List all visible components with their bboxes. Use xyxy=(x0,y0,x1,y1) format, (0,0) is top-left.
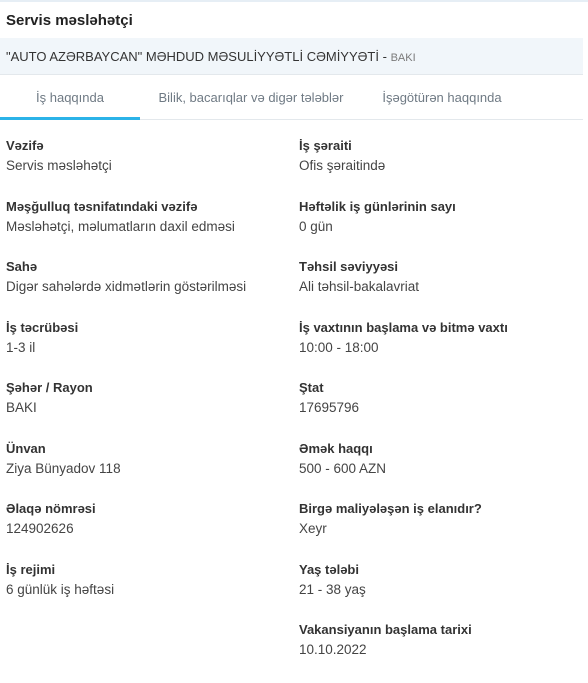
field-value: 1-3 il xyxy=(6,339,36,355)
field-position xyxy=(6,138,276,199)
field-work-schedule xyxy=(6,562,276,623)
details-right-column xyxy=(299,138,579,683)
field-label: Əmək haqqı xyxy=(299,440,373,456)
field-value: Servis məsləhətçi xyxy=(6,158,112,173)
field-staff-id xyxy=(299,380,579,441)
field-label: Təhsil səviyyəsi xyxy=(299,259,399,274)
field-label: İş vaxtının başlama və bitmə vaxtı xyxy=(299,319,508,335)
field-label: Yaş tələbi xyxy=(299,561,359,577)
field-value: Ofis şəraitində xyxy=(299,158,386,173)
field-label: Şəhər / Rayon xyxy=(6,380,93,395)
field-label: Birgə maliyələşən iş elanıdır? xyxy=(299,501,482,516)
field-vacancy-start-date xyxy=(299,622,579,683)
company-bar xyxy=(0,38,583,75)
tab-about-employer[interactable]: İşəgötürən haqqında xyxy=(382,89,502,105)
field-value: BAKI xyxy=(6,400,37,415)
field-value: Digər sahələrdə xidmətlərin göstərilməsi xyxy=(6,279,247,294)
field-address xyxy=(6,441,276,502)
field-value: 10.10.2022 xyxy=(299,642,367,657)
field-work-conditions xyxy=(299,138,579,199)
field-value: Ali təhsil-bakalavriat xyxy=(299,279,420,294)
field-value: 6 günlük iş həftəsi xyxy=(6,581,115,597)
field-value: 0 gün xyxy=(299,218,333,234)
field-label: Vəzifə xyxy=(6,138,44,153)
field-label: Sahə xyxy=(6,259,38,274)
field-age-requirement xyxy=(299,562,579,623)
field-label: İş şəraiti xyxy=(299,138,352,153)
field-value: 500 - 600 AZN xyxy=(299,460,387,476)
field-salary xyxy=(299,441,579,502)
field-value: 124902626 xyxy=(6,521,74,536)
company-name-text: "AUTO AZƏRBAYCAN" MƏHDUD MƏSULİYYƏTLİ CƏMİYYƏTİ - xyxy=(6,48,387,64)
tab-about-job[interactable]: İş haqqında xyxy=(0,75,140,119)
company-name xyxy=(6,49,416,64)
title-bar xyxy=(0,2,583,38)
field-cofinanced xyxy=(299,501,579,562)
field-label: Həftəlik iş günlərinin sayı xyxy=(299,198,456,214)
field-label: İş təcrübəsi xyxy=(6,319,79,335)
field-value: 10:00 - 18:00 xyxy=(299,339,379,355)
field-classification-position xyxy=(6,199,276,260)
field-value: 21 - 38 yaş xyxy=(299,581,366,597)
field-experience xyxy=(6,320,276,381)
field-value: 17695796 xyxy=(299,400,360,415)
field-label: Məşğulluq təsnifatındaki vəzifə xyxy=(6,198,198,214)
field-label: Ünvan xyxy=(6,440,46,456)
field-label: Vakansiyanın başlama tarixi xyxy=(299,622,472,637)
page-title: Servis məsləhətçi xyxy=(6,11,133,29)
company-city: BAKI xyxy=(390,51,416,64)
tab-skills-requirements[interactable]: Bilik, bacarıqlar və digər tələblər xyxy=(158,89,344,105)
field-contact-number xyxy=(6,501,276,562)
field-value: Ziya Bünyadov 118 xyxy=(6,460,121,476)
field-label: Ştat xyxy=(299,380,324,395)
field-weekly-workdays xyxy=(299,199,579,260)
field-label: Əlaqə nömrəsi xyxy=(6,501,96,516)
field-value: Məsləhətçi, məlumatların daxil edməsi xyxy=(6,218,235,234)
field-city xyxy=(6,380,276,441)
field-working-hours xyxy=(299,320,579,381)
field-sector xyxy=(6,259,276,320)
field-value: Xeyr xyxy=(299,521,327,536)
details-left-column xyxy=(6,138,276,622)
tab-bar xyxy=(0,75,583,120)
field-education-level xyxy=(299,259,579,320)
field-label: İş rejimi xyxy=(6,561,56,577)
